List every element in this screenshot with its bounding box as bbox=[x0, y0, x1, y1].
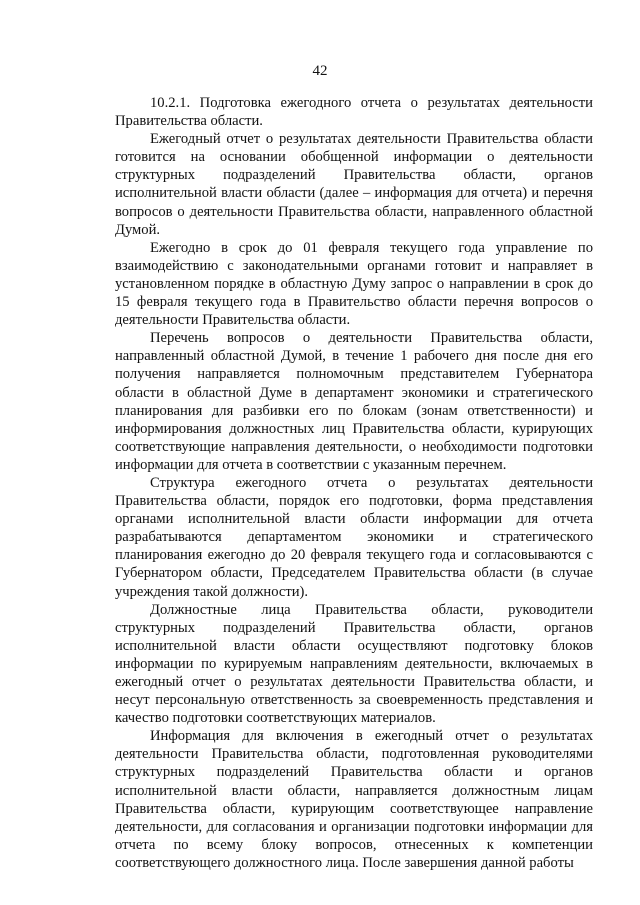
paragraph: Должностные лица Правительства области, руководители структурных подразделений Правительства области, органов исполнительной власти области осуществляют подготовку блоков информации по курируемым направлениям деятельности, включаемых в ежегодный отчет о результатах деятельности Правительства области, и несут персональную ответственность за своевременность представления и качество подготовки соответствующих материалов. bbox=[115, 601, 593, 727]
paragraph: Перечень вопросов о деятельности Правительства области, направленный областной Думой, в течение 1 рабочего дня после дня его получения направляется полномочным представителем Губернатора области в областной Думе в департамент экономики и стратегического планирования для разбивки его по блокам (зонам ответственности) и информирования должностных лиц Правительства области, курирующих соответствующие направления деятельности, о необходимости подготовки информации для отчета в соответствии с указанным перечнем. bbox=[115, 330, 593, 473]
paragraph: Информация для включения в ежегодный отчет о результатах деятельности Правительства области, подготовленная руководителями структурных подразделений Правительства области и органов исполнительной власти области, направляется должностным лицам Правительства области, курирующим соответствующее направление деятельности, для согласования и организации подготовки информации для отчета по всему блоку вопросов, отнесенных к компетенции соответствующего должностного лица. После завершения данной работы bbox=[115, 728, 593, 871]
page-number: 42 bbox=[312, 63, 328, 79]
paragraph: Структура ежегодного отчета о результатах деятельности Правительства области, порядок его подготовки, форма представления органами исполнительной власти области информации для отчета разрабатываются департаментом экономики и стратегического планирования ежегодно до 20 февраля текущего года и согласовываются с Губернатором области, Председателем Правительства области (в случае учреждения такой должности). bbox=[115, 474, 593, 600]
paragraph: Ежегодно в срок до 01 февраля текущего года управление по взаимодействию с законодательными органами готовит и направляет в установленном порядке в областную Думу запрос о направлении в срок до 15 февраля текущего года в Правительство области перечня вопросов о деятельности Правительства области. bbox=[115, 239, 593, 329]
section-heading-paragraph: 10.2.1. Подготовка ежегодного отчета о результатах деятельности Правительства области. bbox=[115, 95, 593, 130]
document-body bbox=[115, 94, 593, 872]
paragraph: Ежегодный отчет о результатах деятельности Правительства области готовится на основании обобщенной информации о деятельности структурных подразделений Правительства области, органов исполнительной власти области (далее – информация для отчета) и перечня вопросов о деятельности Правительства области, направленного областной Думой. bbox=[115, 131, 593, 238]
